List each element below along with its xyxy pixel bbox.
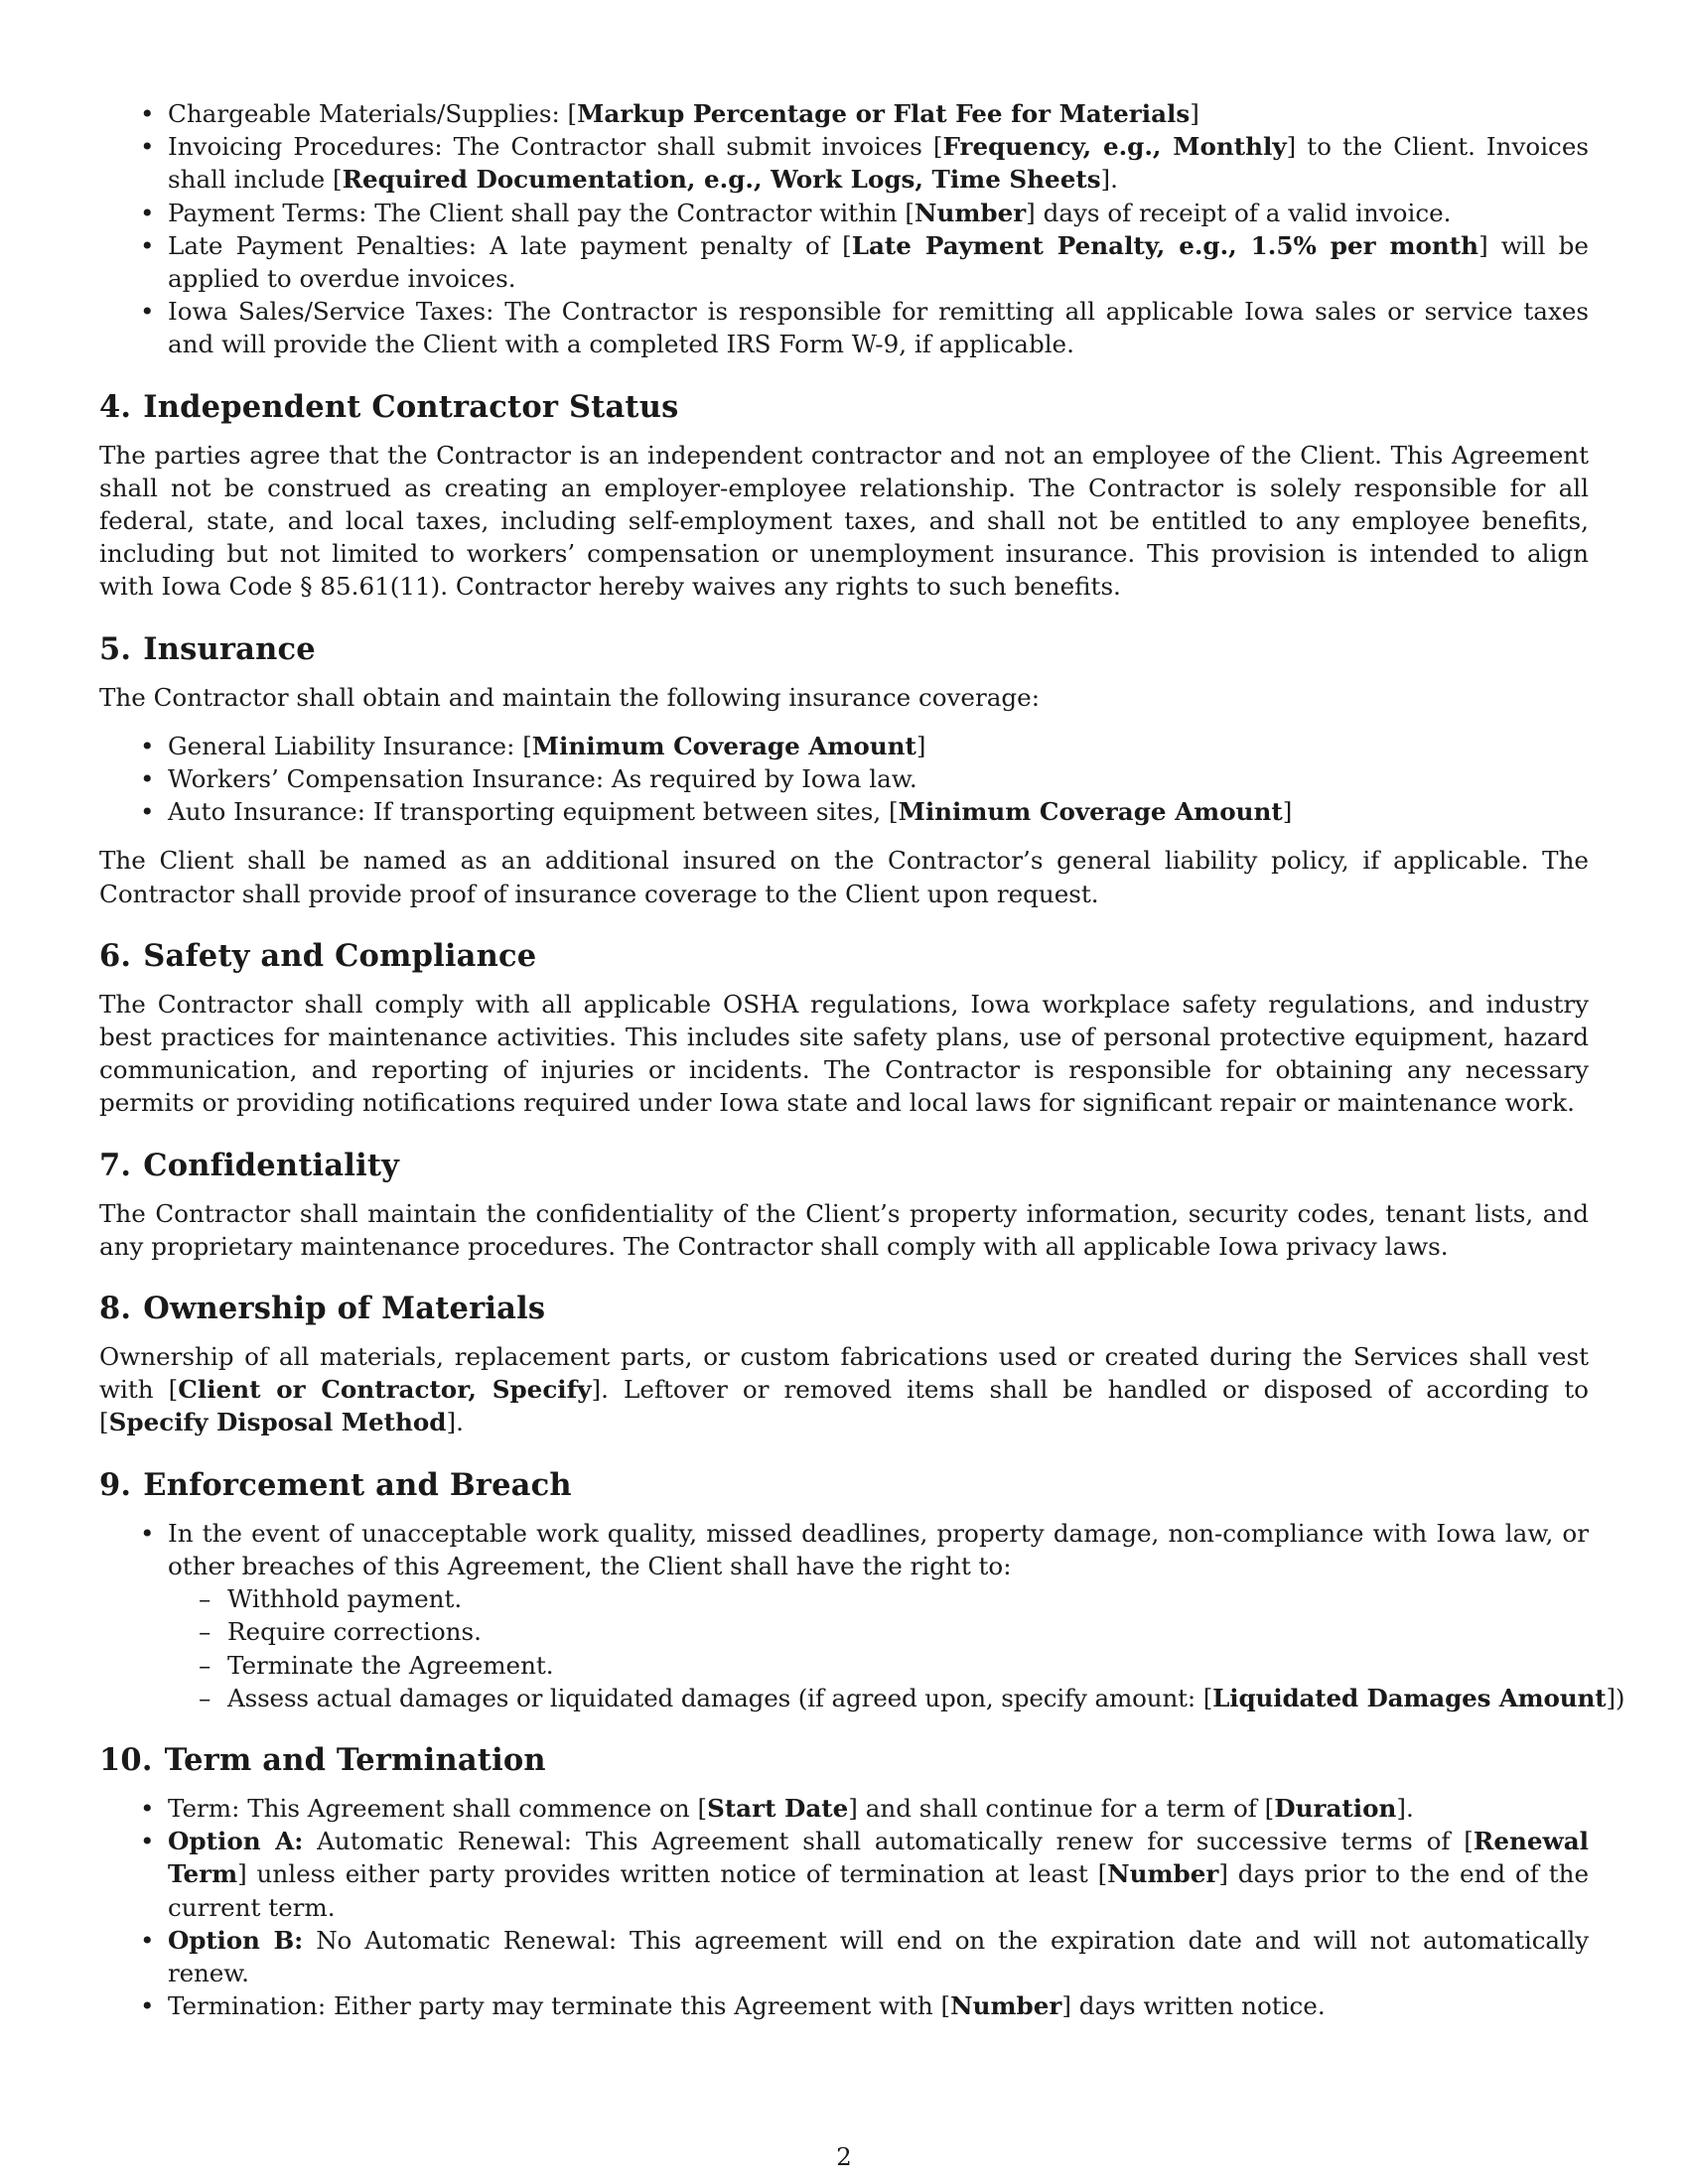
sublist-item-require-corrections: – Require corrections. — [99, 1615, 1589, 1648]
list-item-enforcement-rights: • In the event of unacceptable work quality, missed deadlines, property damage, non-compliance with Iowa law, or other breaches of this Agreement, the Client shall have the right to: — [99, 1517, 1589, 1582]
section-5-intro: The Contractor shall obtain and maintain the following insurance coverage: — [99, 682, 1040, 712]
term-list — [99, 1792, 1589, 2022]
list-item-workers-compensation: • Workers’ Compensation Insurance: As required by Iowa law. — [99, 762, 1589, 795]
section-heading-8: 8. Ownership of Materials — [99, 1291, 546, 1327]
section-heading-5: 5. Insurance — [99, 630, 316, 667]
list-item-late-payment-penalties: • Late Payment Penalties: A late payment penalty of [Late Payment Penalty, e.g., 1.5% per month] will be applied to overdue invoices. — [99, 229, 1589, 295]
document-page — [99, 97, 1625, 2022]
list-item-iowa-taxes: • Iowa Sales/Service Taxes: The Contractor is responsible for remitting all applicable Iowa sales or service taxes and will provide the Client with a completed IRS Form W-9, if applicable. — [99, 295, 1589, 360]
list-item-term: • Term: This Agreement shall commence on [Start Date] and shall continue for a term of [Duration]. — [99, 1792, 1589, 1825]
section-5-outro: The Client shall be named as an additional insured on the Contractor’s general liability policy, if applicable. The Contractor shall provide proof of insurance coverage to the Client upon request. — [99, 846, 1589, 908]
section-8-body: Ownership of all materials, replacement parts, or custom fabrications used or created during the Services shall vest with [Client or Contractor, Specify]. Leftover or removed items shall be handled or disposed of according to [Specify Disposal Method]. — [99, 1342, 1589, 1437]
list-item-chargeable-materials: • Chargeable Materials/Supplies: [Markup Percentage or Flat Fee for Materials] — [99, 97, 1589, 130]
section-heading-10: 10. Term and Termination — [99, 1741, 546, 1778]
section-heading-6: 6. Safety and Compliance — [99, 937, 537, 974]
page-number: 2 — [836, 2142, 852, 2171]
section-heading-7: 7. Confidentiality — [99, 1147, 400, 1183]
section-4-body: The parties agree that the Contractor is an independent contractor and not an employee of the Client. This Agreement shall not be construed as creating an employer-employee relationship. The Contractor is solely responsible for all federal, state, and local taxes, including self-employment taxes, and shall not be entitled to any employee benefits, including but not limited to workers’ compensation or unemployment insurance. This provision is intended to align with Iowa Code § 85.61(11). Contractor hereby waives any rights to such benefits. — [99, 440, 1589, 602]
insurance-list — [99, 730, 1589, 829]
section-6-body: The Contractor shall comply with all applicable OSHA regulations, Iowa workplace safety regulations, and industry best practices for maintenance activities. This includes site safety plans, use of personal protective equipment, hazard communication, and reporting of injuries or incidents. The Contractor is responsible for obtaining any necessary permits or providing notifications required under Iowa state and local laws for significant repair or maintenance work. — [99, 989, 1589, 1118]
list-item-option-b: • Option B: No Automatic Renewal: This agreement will end on the expiration date and will not automatically renew. — [99, 1924, 1589, 1989]
sublist-item-terminate-agreement: – Terminate the Agreement. — [99, 1649, 1589, 1682]
sublist-item-withhold-payment: – Withhold payment. — [99, 1582, 1589, 1615]
section-7-body: The Contractor shall maintain the confidentiality of the Client’s property information, security codes, tenant lists, and any proprietary maintenance procedures. The Contractor shall comply with all applicable Iowa privacy laws. — [99, 1198, 1589, 1261]
list-item-general-liability: • General Liability Insurance: [Minimum Coverage Amount] — [99, 730, 1589, 762]
section-heading-4: 4. Independent Contractor Status — [99, 388, 679, 425]
list-item-invoicing-procedures: • Invoicing Procedures: The Contractor shall submit invoices [Frequency, e.g., Monthly] to the Client. Invoices shall include [Required Documentation, e.g., Work Logs, Time Sheets]. — [99, 130, 1589, 196]
section-heading-9: 9. Enforcement and Breach — [99, 1466, 572, 1503]
sublist-item-assess-damages: – Assess actual damages or liquidated damages (if agreed upon, specify amount: [Liquidated Damages Amount]) — [99, 1682, 1589, 1714]
list-item-termination: • Termination: Either party may terminate this Agreement with [Number] days written notice. — [99, 1989, 1589, 2022]
list-item-auto-insurance: • Auto Insurance: If transporting equipment between sites, [Minimum Coverage Amount] — [99, 795, 1589, 828]
enforcement-list — [99, 1517, 1625, 1714]
list-item-option-a: • Option A: Automatic Renewal: This Agreement shall automatically renew for successive terms of [Renewal Term] unless either party provides written notice of termination at least [Number] days prior to the end of the current term. — [99, 1825, 1589, 1924]
list-item-payment-terms: • Payment Terms: The Client shall pay the Contractor within [Number] days of receipt of a valid invoice. — [99, 197, 1589, 229]
payment-terms-list — [99, 97, 1589, 361]
